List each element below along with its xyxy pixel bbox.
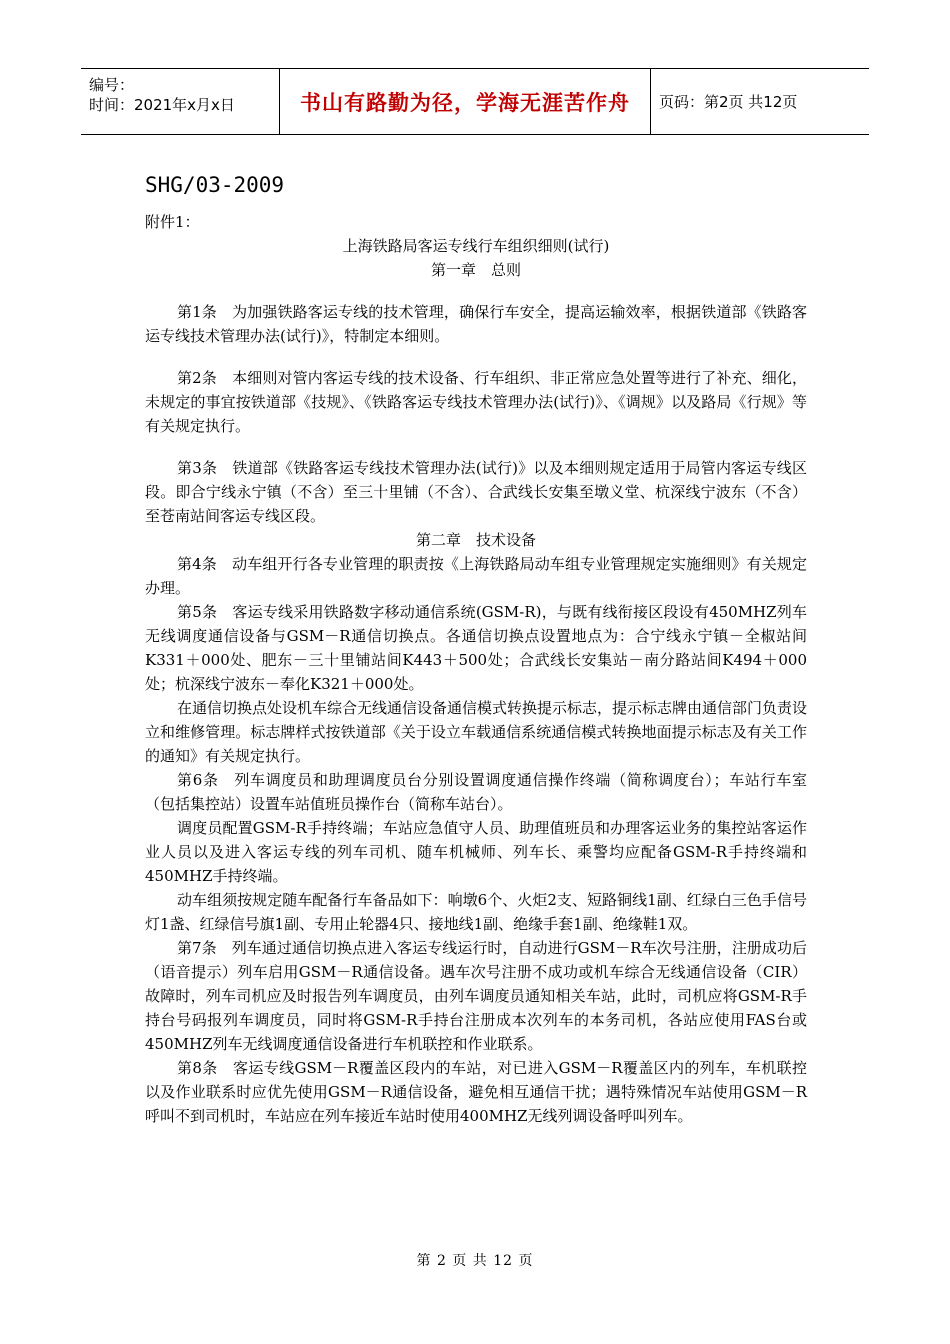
attachment-label: 附件1： — [145, 213, 200, 231]
paragraph-article-7: 第7条 列车通过通信切换点进入客运专线运行时，自动进行GSM－R车次号注册，注册成功后（语音提示）列车启用GSM－R通信设备。遇车次号注册不成功或机车综合无线通信设备（CIR）故障时，列车司机应及时报告列车调度员，由列车调度员通知相关车站，此时，司机应将GSM-R手持台号码报列车调度员，同时将GSM-R手持台注册成本次列车的本务司机，各站应使用FAS台或450MHZ列车无线调度通信设备进行车机联控和作业联系。 — [145, 939, 807, 1053]
paragraph-switch-sign: 在通信切换点处设机车综合无线通信设备通信模式转换提示标志，提示标志牌由通信部门负责设立和维修管理。标志牌样式按铁道部《关于设立车载通信系统通信模式转换地面提示标志及有关工作的通知》有关规定执行。 — [145, 699, 808, 765]
header-meta — [81, 69, 280, 134]
chapter-heading-2: 第二章 技术设备 — [415, 531, 536, 549]
paragraph-article-6: 第6条 列车调度员和助理调度员台分别设置调度通信操作终端（简称调度台）；车站行车室（包括集控站）设置车站值班员操作台（简称车站台）。 — [145, 771, 807, 813]
paragraph-article-3: 第3条 铁道部《铁路客运专线技术管理办法(试行)》以及本细则规定适用于局管内客运专线区段。即合宁线永宁镇（不含）至三十里铺（不含）、合武线长安集至墩义堂、杭深线宁波东（不含）至苍南站间客运专线区段。 — [145, 459, 807, 525]
paragraph-article-2: 第2条 本细则对管内客运专线的技术设备、行车组织、非正常应急处置等进行了补充、细化，未规定的事宜按铁道部《技规》、《铁路客运专线技术管理办法(试行)》、《调规》以及路局《行规》等有关规定执行。 — [145, 369, 807, 435]
header-table — [81, 68, 869, 135]
paragraph-article-1: 第1条 为加强铁路客运专线的技术管理，确保行车安全，提高运输效率，根据铁道部《铁路客运专线技术管理办法(试行)》，特制定本细则。 — [145, 303, 807, 345]
page-label: 页码：第2页 共12页 — [659, 93, 798, 111]
paragraph-article-8: 第8条 客运专线GSM－R覆盖区段内的车站，对已进入GSM－R覆盖区内的列车，车机联控以及作业联系时应优先使用GSM－R通信设备，避免相互通信干扰；遇特殊情况车站使用GSM－R呼叫不到司机时，车站应在列车接近车站时使用400MHZ无线列调设备呼叫列车。 — [145, 1059, 807, 1125]
paragraph-article-4: 第4条 动车组开行各专业管理的职责按《上海铁路局动车组专业管理规定实施细则》有关规定办理。 — [145, 555, 807, 597]
number-label: 编号： — [89, 76, 135, 94]
paragraph-equipment: 动车组须按规定随车配备行车备品如下：响墩6个、火炬2支、短路铜线1副、红绿白三色手信号灯1盏、红绿信号旗1副、专用止轮器4只、接地线1副、绝缘手套1副、绝缘鞋1双。 — [145, 891, 807, 933]
page-footer: 第 2 页 共 12 页 — [416, 1253, 534, 1269]
document-code: SHG/03-2009 — [145, 173, 285, 197]
paragraph-article-5: 第5条 客运专线采用铁路数字移动通信系统(GSM-R)，与既有线衔接区段设有450MHZ列车无线调度通信设备与GSM－R通信切换点。各通信切换点设置地点为：合宁线永宁镇－全椒站间K331＋000处、肥东－三十里铺站间K443＋500处；合武线长安集站－南分路站间K494＋000处；杭深线宁波东－奉化K321＋000处。 — [145, 603, 807, 693]
chapter-heading-1: 第一章 总则 — [430, 261, 521, 279]
paragraph-terminals: 调度员配置GSM-R手持终端；车站应急值守人员、助理值班员和办理客运业务的集控站客运作业人员以及进入客运专线的列车司机、随车机械师、列车长、乘警均应配备GSM-R手持终端和450MHZ手持终端。 — [145, 819, 807, 885]
motto: 书山有路勤为径，学海无涯苦作舟 — [280, 69, 651, 134]
date-label: 时间：2021年x月x日 — [89, 96, 235, 114]
document-title: 上海铁路局客运专线行车组织细则(试行) — [342, 237, 610, 255]
document-body — [145, 210, 807, 1128]
